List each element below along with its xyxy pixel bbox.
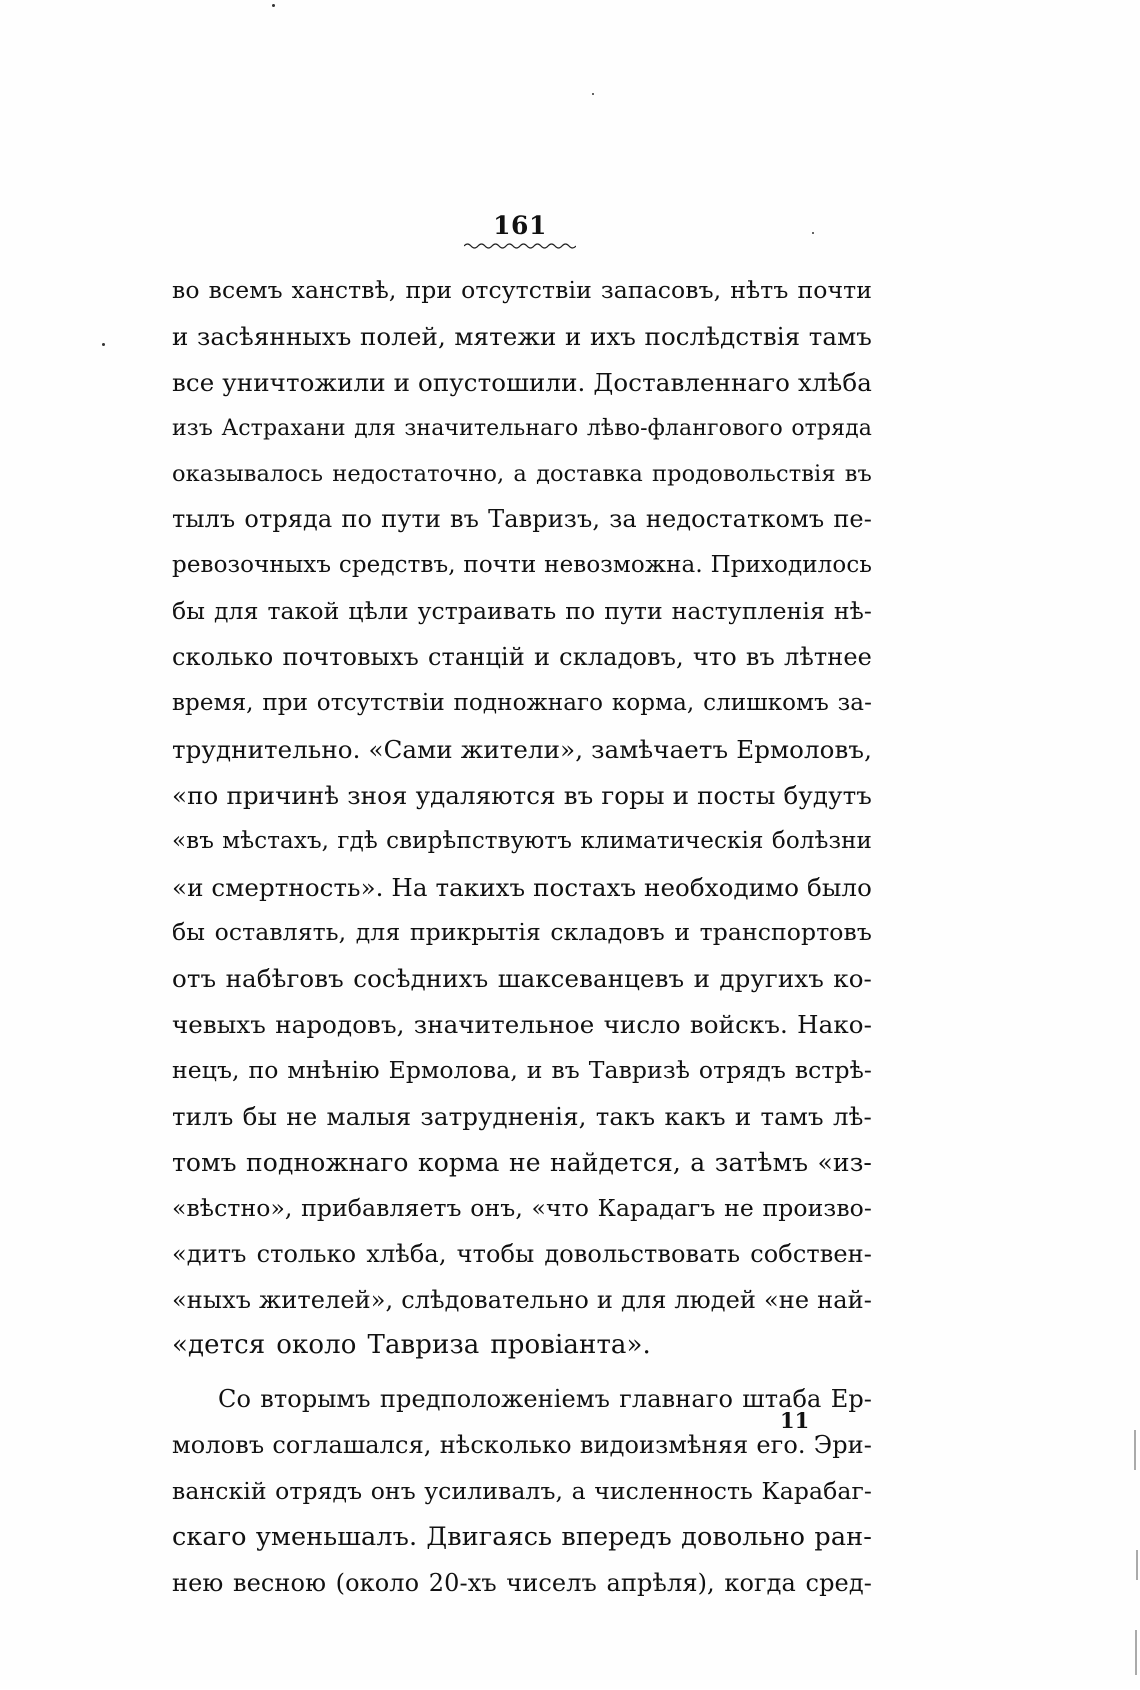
text-line: Со вторымъ предположеніемъ главнаго штаба Ер-: [218, 1385, 872, 1414]
text-line: моловъ соглашался, нѣсколько видоизмѣняя его. Эри-: [172, 1431, 872, 1460]
text-line: «и смертность». На такихъ постахъ необходимо было: [172, 872, 872, 902]
text-line: чевыхъ народовъ, значительное число войскъ. Нако-: [172, 1010, 872, 1040]
text-line: ванскій отрядъ онъ усиливалъ, а численность Карабаг-: [172, 1477, 872, 1506]
wavy-rule-ornament: [464, 242, 576, 250]
text-line: «въ мѣстахъ, гдѣ свирѣпствуютъ климатическія болѣзни: [172, 827, 872, 854]
text-line: ревозочныхъ средствъ, почти невозможна. Приходилось: [172, 552, 872, 579]
text-line: скаго уменьшалъ. Двигаясь впередъ довольно ран-: [172, 1522, 872, 1553]
text-line: оказывалось недостаточно, а доставка продовольствія въ: [172, 460, 872, 487]
text-line: тилъ бы не малыя затрудненія, такъ какъ и тамъ лѣ-: [172, 1102, 872, 1132]
text-line: тылъ отряда по пути въ Тавризъ, за недостаткомъ пе-: [172, 505, 872, 534]
text-line: «дется около Тавриза провіанта».: [172, 1330, 651, 1361]
print-speck: [102, 343, 105, 346]
text-line: во всемъ ханствѣ, при отсутствіи запасовъ, нѣтъ почти: [172, 276, 872, 304]
text-line: «ныхъ жителей», слѣдовательно и для людей «не най-: [172, 1285, 872, 1314]
print-speck: [272, 4, 275, 7]
print-speck: [592, 93, 594, 95]
page-edge-marks: [1130, 1430, 1140, 1690]
signature-mark: 11: [780, 1408, 810, 1433]
text-line: сколько почтовыхъ станцій и складовъ, что въ лѣтнее: [172, 643, 872, 672]
body-text: [172, 268, 872, 1607]
text-line: отъ набѣговъ сосѣднихъ шаксеванцевъ и другихъ ко-: [172, 964, 872, 994]
text-line: томъ подножнаго корма не найдется, а затѣмъ «из-: [172, 1147, 872, 1177]
text-line: бы для такой цѣли устраивать по пути наступленія нѣ-: [172, 597, 872, 626]
paragraph-2: [172, 1377, 872, 1606]
text-line: труднительно. «Сами жители», замѣчаетъ Ермоловъ,: [172, 734, 872, 764]
text-line: нецъ, по мнѣнію Ермолова, и въ Тавризѣ отрядъ встрѣ-: [172, 1056, 872, 1085]
text-line: нею весною (около 20-хъ чиселъ апрѣля), когда сред-: [172, 1568, 872, 1597]
text-line: время, при отсутствіи подножнаго корма, слишкомъ за-: [172, 690, 872, 717]
page-header: [455, 212, 585, 250]
text-line: все уничтожили и опустошили. Доставленнаго хлѣба: [172, 367, 872, 397]
page-number: 161: [493, 211, 547, 240]
text-line: «по причинѣ зноя удаляются въ горы и посты будутъ: [172, 780, 872, 810]
text-line: «вѣстно», прибавляетъ онъ, «что Карадагъ не произво-: [172, 1193, 872, 1222]
print-speck: [812, 232, 814, 234]
text-line: «дитъ столько хлѣба, чтобы довольствовать собствен-: [172, 1239, 872, 1268]
text-line: и засѣянныхъ полей, мятежи и ихъ послѣдствія тамъ: [172, 321, 872, 351]
paragraph-1: [172, 268, 872, 1369]
text-line: изъ Астрахани для значительнаго лѣво-флангового отряда: [172, 415, 872, 441]
text-line: бы оставлять, для прикрытія складовъ и транспортовъ: [172, 918, 872, 947]
